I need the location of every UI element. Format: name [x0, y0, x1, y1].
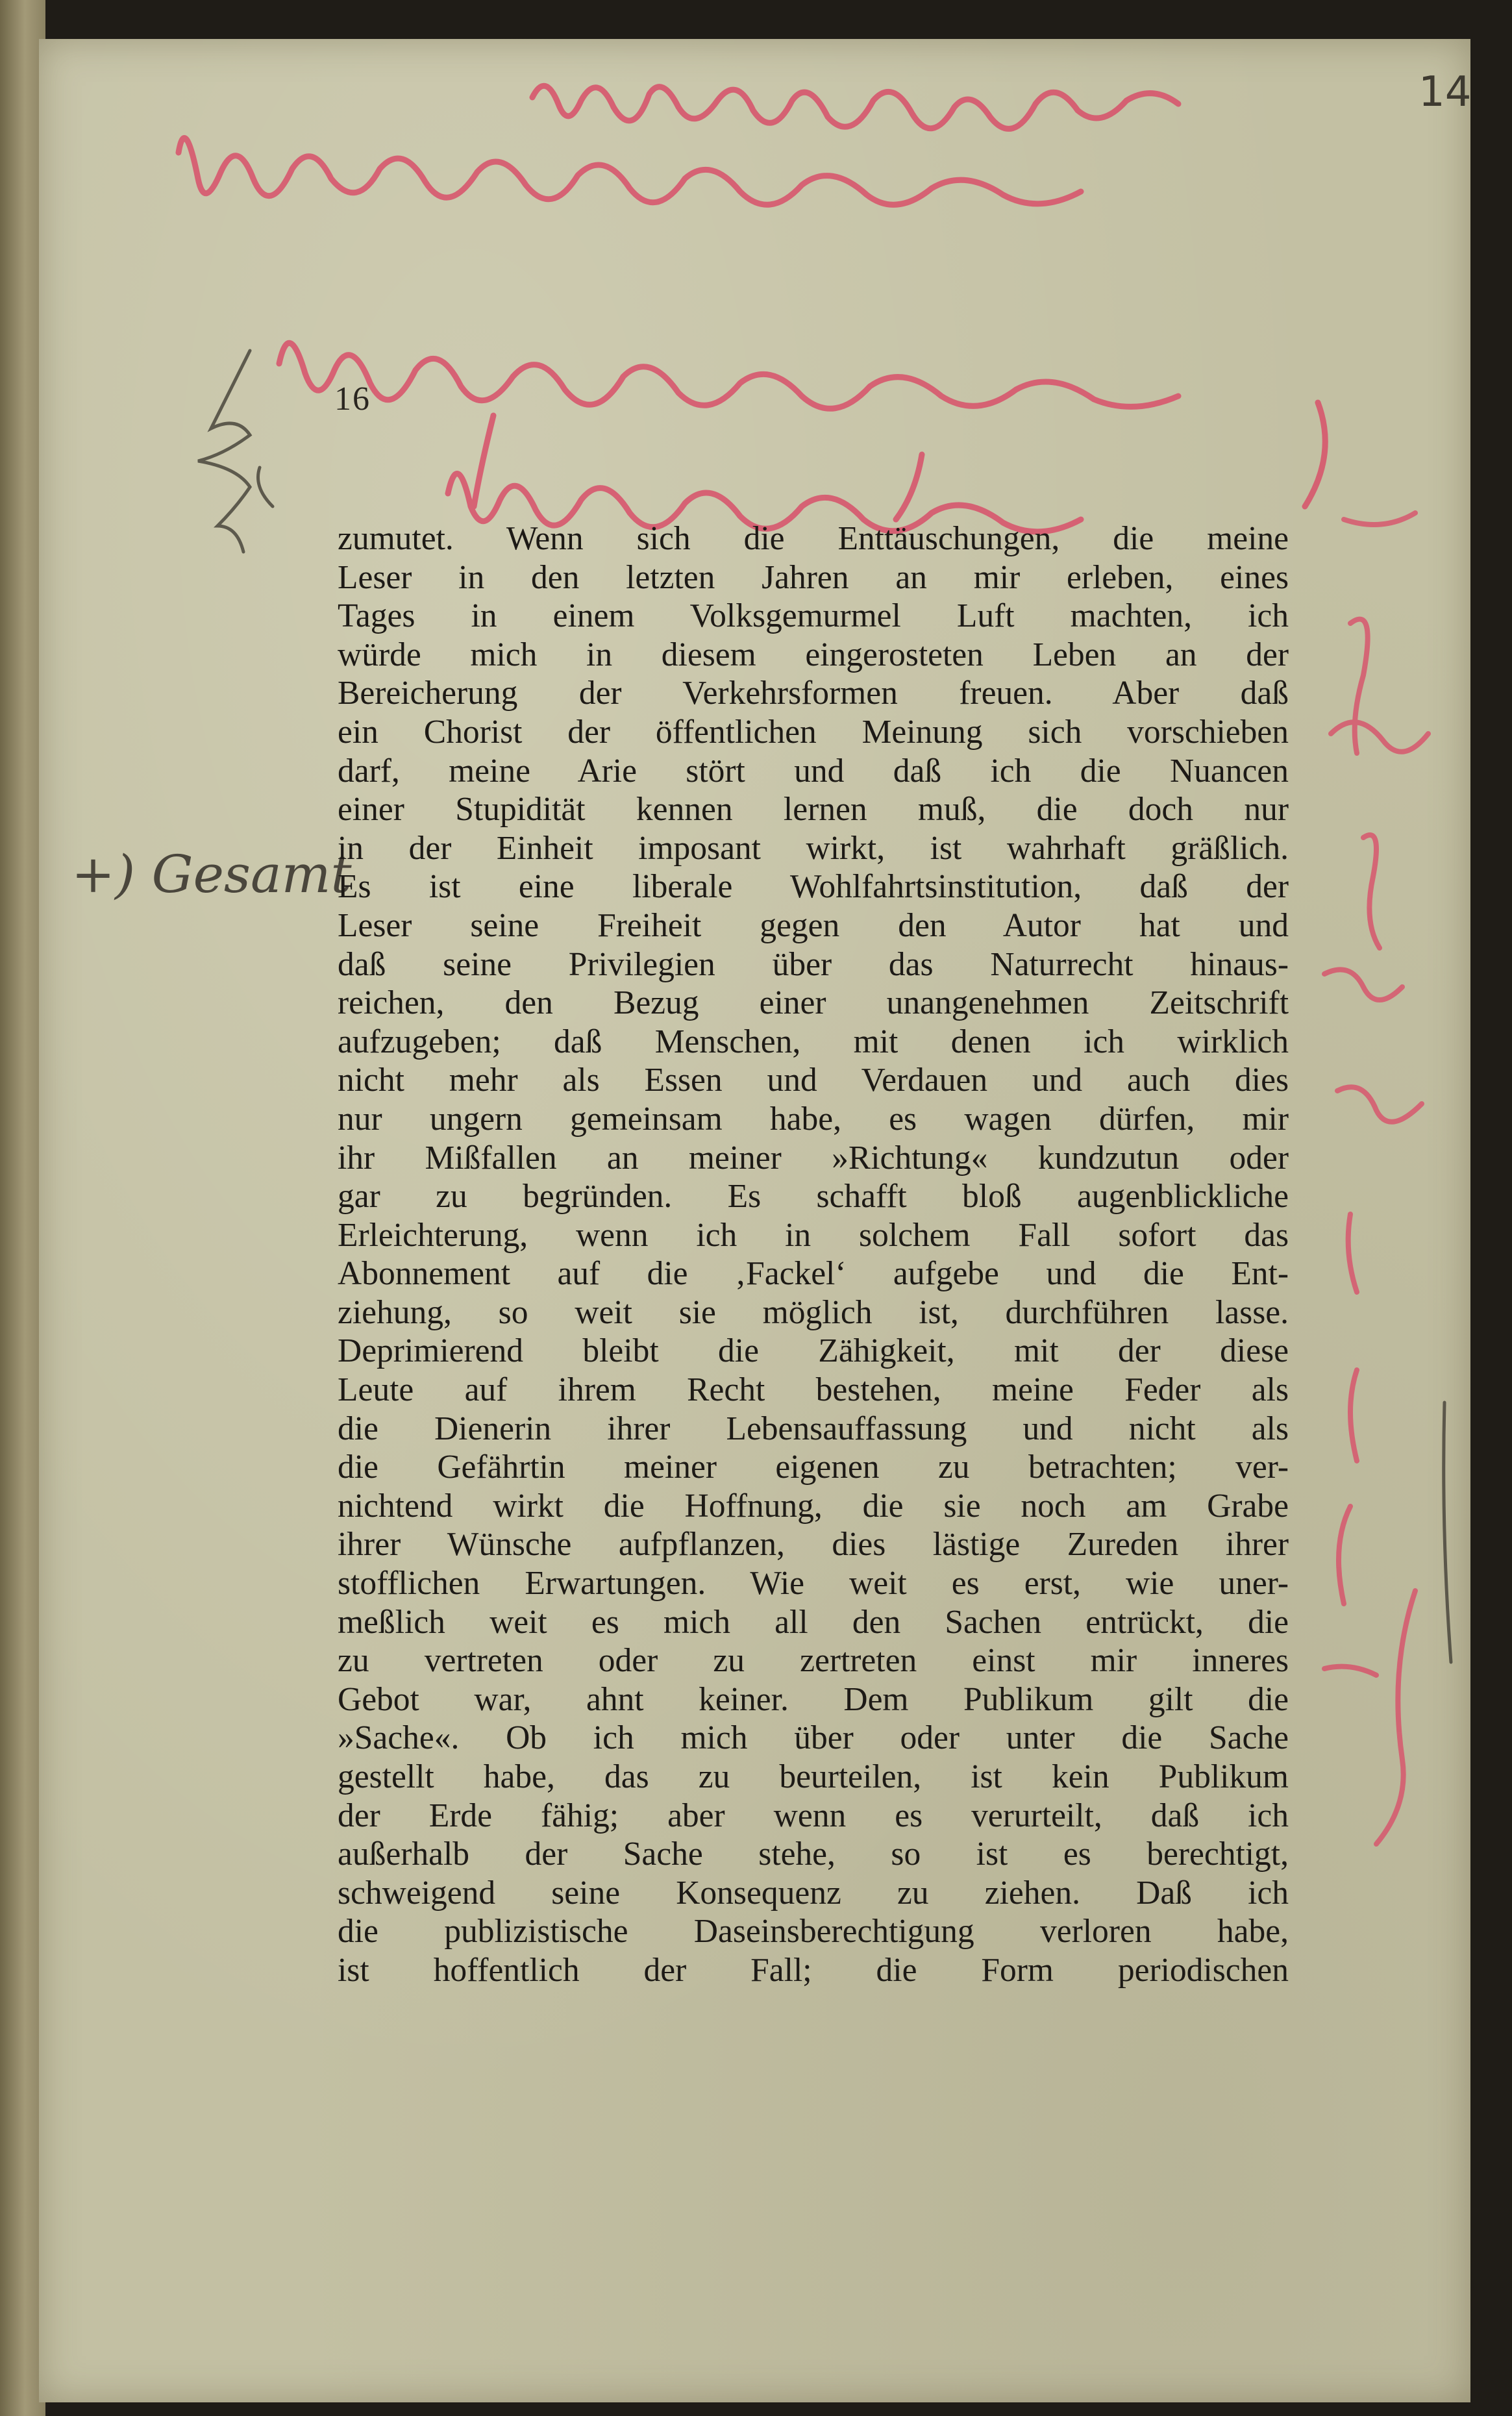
text-line: ist hoffentlich der Fall; die Form periodischen — [338, 1951, 1289, 1989]
text-line: ein Chorist der öffentlichen Meinung sich vorschieben — [338, 713, 1289, 751]
text-line: Bereicherung der Verkehrsformen freuen. Aber daß — [338, 675, 1289, 712]
text-line: in der Einheit imposant wirkt, ist wahrhaft gräßlich. — [338, 829, 1289, 867]
text-line: zu vertreten oder zu zertreten einst mir inneres — [338, 1642, 1289, 1680]
text-line: Gebot war, ahnt keiner. Dem Publikum gilt die — [338, 1680, 1289, 1718]
text-line: ziehung, so weit sie möglich ist, durchführen lasse. — [338, 1293, 1289, 1331]
text-line: nichtend wirkt die Hoffnung, die sie noch am Grabe — [338, 1487, 1289, 1525]
text-line: gestellt habe, das zu beurteilen, ist kein Publikum — [338, 1758, 1289, 1795]
text-line: Leser in den letzten Jahren an mir erleben, eines — [338, 558, 1289, 596]
text-line: zumutet. Wenn sich die Enttäuschungen, die meine — [338, 520, 1289, 557]
text-line: ihrer Wünsche aufpflanzen, dies lästige Zureden ihrer — [338, 1526, 1289, 1563]
text-line: Leute auf ihrem Recht bestehen, meine Feder als — [338, 1371, 1289, 1409]
text-line: nicht mehr als Essen und Verdauen und auch dies — [338, 1062, 1289, 1099]
text-line: reichen, den Bezug einer unangenehmen Zeitschrift — [338, 984, 1289, 1022]
text-line: nur ungern gemeinsam habe, es wagen dürfen, mir — [338, 1100, 1289, 1138]
folio-number: 14 — [1419, 68, 1472, 116]
text-line: ihr Mißfallen an meiner »Richtung« kundzutun oder — [338, 1139, 1289, 1177]
margin-note: +) Gesamt — [71, 844, 352, 904]
text-line: »Sache«. Ob ich mich über oder unter die Sache — [338, 1719, 1289, 1757]
text-line: Abonnement auf die ‚Fackel‘ aufgebe und die Ent- — [338, 1255, 1289, 1293]
text-line: einer Stupidität kennen lernen muß, die doch nur — [338, 791, 1289, 828]
text-line: der Erde fähig; aber wenn es verurteilt, daß ich — [338, 1797, 1289, 1834]
text-line: die publizistische Daseinsberechtigung verloren habe, — [338, 1913, 1289, 1950]
text-line: gar zu begründen. Es schafft bloß augenblickliche — [338, 1178, 1289, 1215]
text-line: würde mich in diesem eingerosteten Leben an der — [338, 636, 1289, 673]
body-text — [338, 519, 1289, 1990]
text-line: Deprimierend bleibt die Zähigkeit, mit der diese — [338, 1332, 1289, 1370]
text-line: die Dienerin ihrer Lebensauffassung und nicht als — [338, 1410, 1289, 1447]
text-line: Erleichterung, wenn ich in solchem Fall sofort das — [338, 1216, 1289, 1254]
text-line: schweigend seine Konsequenz zu ziehen. Daß ich — [338, 1874, 1289, 1912]
text-line: daß seine Privilegien über das Naturrecht hinaus- — [338, 945, 1289, 983]
text-line: die Gefährtin meiner eigenen zu betrachten; ver- — [338, 1449, 1289, 1486]
text-line: Es ist eine liberale Wohlfahrtsinstitution, daß der — [338, 868, 1289, 906]
text-line: meßlich weit es mich all den Sachen entrückt, die — [338, 1603, 1289, 1641]
text-line: außerhalb der Sache stehe, so ist es berechtigt, — [338, 1836, 1289, 1873]
text-line: darf, meine Arie stört und daß ich die Nuancen — [338, 752, 1289, 790]
page-number: 16 — [334, 380, 371, 417]
text-line: Leser seine Freiheit gegen den Autor hat und — [338, 906, 1289, 944]
text-line: Tages in einem Volksgemurmel Luft machten, ich — [338, 597, 1289, 635]
text-line: aufzugeben; daß Menschen, mit denen ich wirklich — [338, 1023, 1289, 1060]
text-line: stofflichen Erwartungen. Wie weit es erst, wie uner- — [338, 1565, 1289, 1602]
